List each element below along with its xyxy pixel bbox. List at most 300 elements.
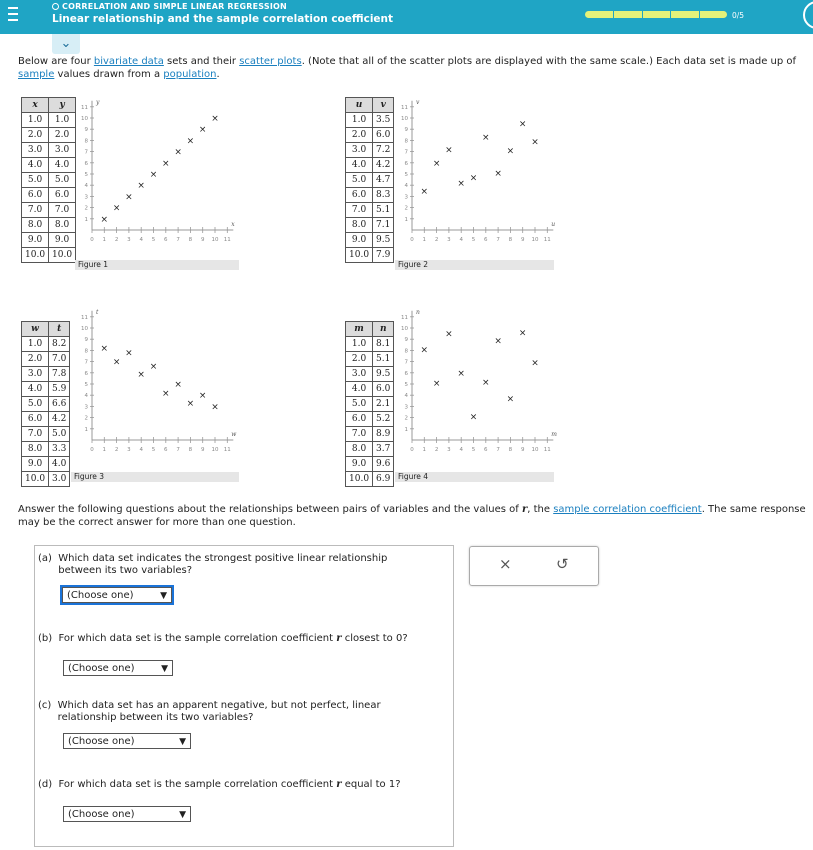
table-cell: 4.0 xyxy=(49,457,70,472)
y-tick-label: 4 xyxy=(84,183,88,190)
table-cell: 7.0 xyxy=(22,203,49,218)
question-c-select[interactable]: (Choose one) ▼ xyxy=(63,733,191,749)
x-tick-label: 8 xyxy=(508,237,513,243)
table-cell: 10.0 xyxy=(346,248,373,263)
table-cell: 4.7 xyxy=(373,173,394,188)
table-cell: 4.2 xyxy=(49,412,70,427)
data-point: × xyxy=(100,344,109,355)
x-tick-label: 0 xyxy=(90,237,94,243)
table-cell: 6.0 xyxy=(346,412,373,427)
x-tick-label: 1 xyxy=(422,447,427,453)
data-point: × xyxy=(518,328,527,339)
topic-label: CORRELATION AND SIMPLE LINEAR REGRESSION xyxy=(52,2,287,11)
clear-icon[interactable]: × xyxy=(499,555,512,573)
data-point: × xyxy=(482,377,490,388)
table-cell: 3.0 xyxy=(346,143,373,158)
y-tick-label: 6 xyxy=(404,160,408,167)
y-axis-label: v xyxy=(416,98,420,106)
data-point: × xyxy=(457,368,465,379)
table-cell: 7.9 xyxy=(373,248,394,263)
table-cell: 5.0 xyxy=(22,173,49,188)
table-cell: 2.0 xyxy=(49,128,76,143)
y-tick-label: 5 xyxy=(84,382,88,388)
data-point: × xyxy=(162,158,170,169)
sample-link[interactable]: sample xyxy=(18,68,55,80)
table-row xyxy=(22,143,76,158)
table-row xyxy=(346,457,394,472)
x-tick-label: 6 xyxy=(484,237,488,243)
progress-text: 0/5 xyxy=(732,11,745,20)
x-tick-label: 4 xyxy=(139,447,143,453)
table-cell: 1.0 xyxy=(49,113,76,128)
table-cell: 3.0 xyxy=(49,472,70,487)
y-tick-label: 3 xyxy=(404,194,408,201)
table-cell: 9.0 xyxy=(346,457,373,472)
table-cell: 7.0 xyxy=(346,203,373,218)
data-table-3 xyxy=(21,321,70,487)
dropdown-arrow-icon: ▼ xyxy=(179,810,186,820)
data-point: × xyxy=(186,399,195,410)
page-title: Linear relationship and the sample correlation coefficient xyxy=(52,13,394,25)
table-row xyxy=(22,457,70,472)
help-circle-button[interactable] xyxy=(803,1,813,29)
table-row xyxy=(346,367,394,382)
table-row xyxy=(22,352,70,367)
table-row xyxy=(22,367,70,382)
x-tick-label: 8 xyxy=(508,447,513,453)
x-tick-label: 10 xyxy=(531,237,539,243)
table-row xyxy=(22,337,70,352)
table-row xyxy=(22,203,76,218)
x-tick-label: 10 xyxy=(211,237,219,243)
y-tick-label: 3 xyxy=(84,194,88,201)
table-row xyxy=(346,143,394,158)
y-tick-label: 8 xyxy=(84,138,88,145)
table-cell: 9.0 xyxy=(22,233,49,248)
data-point: × xyxy=(518,119,527,130)
table-cell: 1.0 xyxy=(22,337,49,352)
x-tick-label: 7 xyxy=(496,447,500,453)
x-tick-label: 5 xyxy=(471,447,476,453)
table-cell: 3.0 xyxy=(49,143,76,158)
questions-panel xyxy=(34,545,454,847)
y-tick-label: 1 xyxy=(404,216,408,223)
table-cell: 4.2 xyxy=(373,158,394,173)
table-cell: 8.9 xyxy=(373,427,394,442)
x-tick-label: 4 xyxy=(459,237,463,243)
table-cell: 6.9 xyxy=(373,472,394,487)
y-tick-label: 4 xyxy=(404,183,408,190)
x-tick-label: 2 xyxy=(434,237,439,243)
y-tick-label: 6 xyxy=(84,160,88,167)
question-a-select[interactable]: (Choose one) ▼ xyxy=(62,587,172,603)
data-point: × xyxy=(162,388,170,399)
x-tick-label: 9 xyxy=(200,447,205,453)
x-tick-label: 5 xyxy=(151,237,156,243)
data-point: × xyxy=(211,402,219,413)
table-cell: 5.1 xyxy=(373,203,394,218)
table-cell: 8.2 xyxy=(49,337,70,352)
x-tick-label: 2 xyxy=(114,237,119,243)
x-tick-label: 5 xyxy=(151,447,156,453)
table-row xyxy=(346,248,394,263)
table-header: u xyxy=(346,98,373,113)
x-tick-label: 11 xyxy=(543,447,551,453)
x-tick-label: 7 xyxy=(496,237,500,243)
reset-icon[interactable]: ↺ xyxy=(556,555,569,573)
y-tick-label: 11 xyxy=(81,104,88,111)
x-tick-label: 8 xyxy=(188,447,193,453)
table-cell: 10.0 xyxy=(22,472,49,487)
data-point: × xyxy=(100,214,109,225)
table-row xyxy=(346,158,394,173)
table-cell: 2.1 xyxy=(373,397,394,412)
y-tick-label: 9 xyxy=(84,127,88,134)
topic-status-icon xyxy=(52,3,59,10)
table-cell: 6.6 xyxy=(49,397,70,412)
table-cell: 8.0 xyxy=(49,218,76,233)
table-cell: 1.0 xyxy=(346,337,373,352)
dropdown-arrow-icon: ▼ xyxy=(160,591,167,601)
table-cell: 3.3 xyxy=(49,442,70,457)
table-row xyxy=(346,397,394,412)
data-point: × xyxy=(137,181,145,192)
y-tick-label: 10 xyxy=(81,326,88,332)
data-point: × xyxy=(469,173,478,184)
y-tick-label: 3 xyxy=(84,404,88,411)
table-header: t xyxy=(49,322,70,337)
table-row xyxy=(346,352,394,367)
y-axis-label: n xyxy=(416,308,420,316)
data-point: × xyxy=(482,133,490,144)
data-point: × xyxy=(457,178,465,189)
x-tick-label: 0 xyxy=(90,447,94,453)
y-tick-label: 6 xyxy=(84,370,88,377)
data-point: × xyxy=(198,391,207,402)
table-cell: 7.0 xyxy=(346,427,373,442)
data-point: × xyxy=(445,145,453,156)
table-cell: 1.0 xyxy=(346,113,373,128)
table-row xyxy=(22,412,70,427)
data-point: × xyxy=(125,192,133,203)
x-tick-label: 2 xyxy=(434,447,439,453)
question-c: (c) Which data set has an apparent negative, but not perfect, linear relationship between its two variables? xyxy=(38,700,381,723)
y-tick-label: 10 xyxy=(401,326,408,332)
bivariate-data-link[interactable]: bivariate data xyxy=(93,56,164,67)
data-point: × xyxy=(137,369,145,380)
table-row xyxy=(346,218,394,233)
figure-1-caption: Figure 1 xyxy=(75,260,239,270)
chevron-down-icon: ⌄ xyxy=(60,36,72,51)
table-cell: 4.0 xyxy=(22,382,49,397)
data-point: × xyxy=(506,146,515,157)
table-cell: 5.1 xyxy=(373,352,394,367)
table-cell: 5.9 xyxy=(49,382,70,397)
table-row xyxy=(22,113,76,128)
x-tick-label: 1 xyxy=(102,447,107,453)
question-b-select[interactable]: (Choose one) ▼ xyxy=(63,660,173,676)
x-axis-label: x xyxy=(231,221,235,228)
table-cell: 7.0 xyxy=(49,352,70,367)
question-a: (a) Which data set indicates the strongest positive linear relationship between its two variables? xyxy=(38,553,388,576)
x-tick-label: 0 xyxy=(410,447,414,453)
table-cell: 6.0 xyxy=(49,188,76,203)
y-tick-label: 11 xyxy=(401,104,408,111)
x-tick-label: 7 xyxy=(176,447,180,453)
y-tick-label: 11 xyxy=(401,314,408,321)
y-tick-label: 5 xyxy=(404,172,408,178)
x-tick-label: 8 xyxy=(188,237,193,243)
y-tick-label: 7 xyxy=(84,359,88,366)
x-tick-label: 11 xyxy=(223,447,231,453)
table-header: n xyxy=(373,322,394,337)
table-cell: 8.1 xyxy=(373,337,394,352)
y-tick-label: 8 xyxy=(404,138,408,145)
y-tick-label: 7 xyxy=(84,149,88,156)
y-tick-label: 2 xyxy=(84,415,88,422)
table-cell: 3.0 xyxy=(346,367,373,382)
table-cell: 9.0 xyxy=(346,233,373,248)
data-point: × xyxy=(445,329,453,340)
table-row xyxy=(346,128,394,143)
table-row xyxy=(346,173,394,188)
table-row xyxy=(346,442,394,457)
table-cell: 10.0 xyxy=(22,248,49,263)
table-header: w xyxy=(22,322,49,337)
table-cell: 9.0 xyxy=(49,233,76,248)
table-cell: 5.0 xyxy=(22,397,49,412)
data-point: × xyxy=(198,125,207,136)
x-tick-label: 3 xyxy=(447,447,451,453)
table-cell: 6.0 xyxy=(346,188,373,203)
table-cell: 9.0 xyxy=(22,457,49,472)
answer-tools xyxy=(469,546,599,586)
x-tick-label: 11 xyxy=(223,237,231,243)
y-tick-label: 2 xyxy=(404,205,408,212)
table-row xyxy=(22,128,76,143)
x-tick-label: 3 xyxy=(447,237,451,243)
x-axis-label: w xyxy=(231,431,237,438)
y-tick-label: 7 xyxy=(404,149,408,156)
data-point: × xyxy=(420,186,429,197)
y-tick-label: 1 xyxy=(404,426,408,433)
table-cell: 6.0 xyxy=(373,382,394,397)
table-row xyxy=(346,472,394,487)
table-cell: 8.3 xyxy=(373,188,394,203)
table-cell: 4.0 xyxy=(346,158,373,173)
population-link[interactable]: population xyxy=(163,68,217,80)
table-cell: 4.0 xyxy=(346,382,373,397)
x-tick-label: 4 xyxy=(459,447,463,453)
table-row xyxy=(22,397,70,412)
table-row xyxy=(22,173,76,188)
scatter-plot-3 xyxy=(80,310,240,460)
table-row xyxy=(346,113,394,128)
x-axis-label: u xyxy=(551,221,556,228)
x-tick-label: 1 xyxy=(102,237,107,243)
data-point: × xyxy=(494,168,502,179)
data-table-2 xyxy=(345,97,394,263)
y-tick-label: 9 xyxy=(404,127,408,134)
x-tick-label: 3 xyxy=(127,447,131,453)
table-cell: 10.0 xyxy=(346,472,373,487)
table-row xyxy=(22,472,70,487)
table-cell: 5.0 xyxy=(346,173,373,188)
table-row xyxy=(22,442,70,457)
table-cell: 5.2 xyxy=(373,412,394,427)
table-row xyxy=(22,427,70,442)
table-cell: 2.0 xyxy=(22,128,49,143)
data-point: × xyxy=(174,147,182,158)
data-point: × xyxy=(149,170,158,180)
table-row xyxy=(22,188,76,203)
x-tick-label: 9 xyxy=(200,237,205,243)
table-cell: 6.0 xyxy=(22,188,49,203)
table-cell: 8.0 xyxy=(22,218,49,233)
table-row xyxy=(22,218,76,233)
y-tick-label: 1 xyxy=(84,216,88,223)
data-point: × xyxy=(420,345,429,356)
data-point: × xyxy=(432,378,441,389)
x-tick-label: 10 xyxy=(211,447,219,453)
data-point: × xyxy=(432,158,441,169)
table-cell: 7.0 xyxy=(22,427,49,442)
data-point: × xyxy=(469,412,478,423)
table-cell: 7.2 xyxy=(373,143,394,158)
table-cell: 1.0 xyxy=(22,113,49,128)
table-row xyxy=(346,188,394,203)
y-tick-label: 9 xyxy=(404,337,408,344)
y-tick-label: 8 xyxy=(404,348,408,355)
y-tick-label: 2 xyxy=(84,205,88,212)
x-tick-label: 4 xyxy=(139,237,143,243)
y-tick-label: 10 xyxy=(401,116,408,122)
table-cell: 4.0 xyxy=(22,158,49,173)
table-row xyxy=(346,337,394,352)
scatter-plot-2 xyxy=(400,100,560,250)
question-b: (b) For which data set is the sample correlation coefficient r closest to 0? xyxy=(38,633,408,644)
table-cell: 4.0 xyxy=(49,158,76,173)
intro-text: Below are four bivariate data sets and their scatter plots. (Note that all of the scatter plots are displayed with the same scale.) Each data set is made up of sample values drawn from a population. xyxy=(18,56,797,80)
collapse-chevron-button[interactable] xyxy=(52,34,80,54)
data-point: × xyxy=(531,137,539,148)
y-tick-label: 4 xyxy=(404,393,408,400)
figure-4-caption: Figure 4 xyxy=(395,472,554,482)
data-point: × xyxy=(211,114,219,124)
x-tick-label: 6 xyxy=(164,447,168,453)
table-cell: 3.0 xyxy=(22,143,49,158)
y-tick-label: 11 xyxy=(81,314,88,321)
table-cell: 6.0 xyxy=(22,412,49,427)
y-axis-label: t xyxy=(96,308,99,316)
figure-3-caption: Figure 3 xyxy=(71,472,239,482)
data-point: × xyxy=(112,357,121,368)
x-axis-label: m xyxy=(551,431,558,438)
table-row xyxy=(346,203,394,218)
y-tick-label: 5 xyxy=(84,172,88,178)
table-cell: 2.0 xyxy=(22,352,49,367)
scatter-plot-1 xyxy=(80,100,240,250)
y-tick-label: 5 xyxy=(404,382,408,388)
figure-2-caption: Figure 2 xyxy=(395,260,554,270)
data-point: × xyxy=(112,203,121,214)
table-row xyxy=(346,427,394,442)
table-cell: 9.6 xyxy=(373,457,394,472)
table-header: v xyxy=(373,98,394,113)
table-cell: 2.0 xyxy=(346,128,373,143)
table-row xyxy=(22,248,76,263)
table-cell: 3.7 xyxy=(373,442,394,457)
x-tick-label: 1 xyxy=(422,237,427,243)
y-tick-label: 9 xyxy=(84,337,88,344)
data-point: × xyxy=(506,394,515,405)
data-point: × xyxy=(149,362,158,373)
table-cell: 8.0 xyxy=(346,218,373,233)
table-row xyxy=(346,412,394,427)
table-row xyxy=(346,233,394,248)
y-tick-label: 10 xyxy=(81,116,88,122)
table-cell: 8.0 xyxy=(22,442,49,457)
question-d: (d) For which data set is the sample correlation coefficient r equal to 1? xyxy=(38,779,401,790)
data-point: × xyxy=(125,348,133,359)
table-cell: 2.0 xyxy=(346,352,373,367)
data-point: × xyxy=(494,336,502,347)
table-header: m xyxy=(346,322,373,337)
question-d-select[interactable]: (Choose one) ▼ xyxy=(63,806,191,822)
menu-icon[interactable] xyxy=(8,7,18,25)
x-tick-label: 11 xyxy=(543,237,551,243)
table-cell: 5.0 xyxy=(49,427,70,442)
table-cell: 5.0 xyxy=(346,397,373,412)
table-cell: 9.5 xyxy=(373,233,394,248)
data-point: × xyxy=(531,358,539,369)
table-cell: 5.0 xyxy=(49,173,76,188)
table-cell: 10.0 xyxy=(49,248,76,263)
data-point: × xyxy=(174,380,182,390)
sample-correlation-coefficient-link[interactable]: sample correlation coefficient xyxy=(553,504,702,515)
x-tick-label: 6 xyxy=(484,447,488,453)
table-cell: 7.8 xyxy=(49,367,70,382)
x-tick-label: 0 xyxy=(410,237,414,243)
x-tick-label: 9 xyxy=(520,447,525,453)
table-cell: 3.5 xyxy=(373,113,394,128)
y-tick-label: 3 xyxy=(404,404,408,411)
data-point: × xyxy=(186,136,195,147)
table-row xyxy=(22,382,70,397)
scatter-plot-4 xyxy=(400,310,560,460)
y-tick-label: 7 xyxy=(404,359,408,366)
x-tick-label: 6 xyxy=(164,237,168,243)
y-tick-label: 4 xyxy=(84,393,88,400)
x-tick-label: 9 xyxy=(520,237,525,243)
data-table-4 xyxy=(345,321,394,487)
progress-bar xyxy=(585,11,727,18)
top-bar xyxy=(0,0,813,34)
x-tick-label: 10 xyxy=(531,447,539,453)
table-row xyxy=(346,382,394,397)
x-tick-label: 2 xyxy=(114,447,119,453)
x-tick-label: 3 xyxy=(127,237,131,243)
table-header: x xyxy=(22,98,49,113)
scatter-plots-link[interactable]: scatter plots xyxy=(239,56,302,67)
table-cell: 9.5 xyxy=(373,367,394,382)
y-tick-label: 6 xyxy=(404,370,408,377)
table-cell: 7.1 xyxy=(373,218,394,233)
y-tick-label: 8 xyxy=(84,348,88,355)
table-row xyxy=(22,233,76,248)
table-cell: 6.0 xyxy=(373,128,394,143)
y-axis-label: y xyxy=(96,98,100,106)
